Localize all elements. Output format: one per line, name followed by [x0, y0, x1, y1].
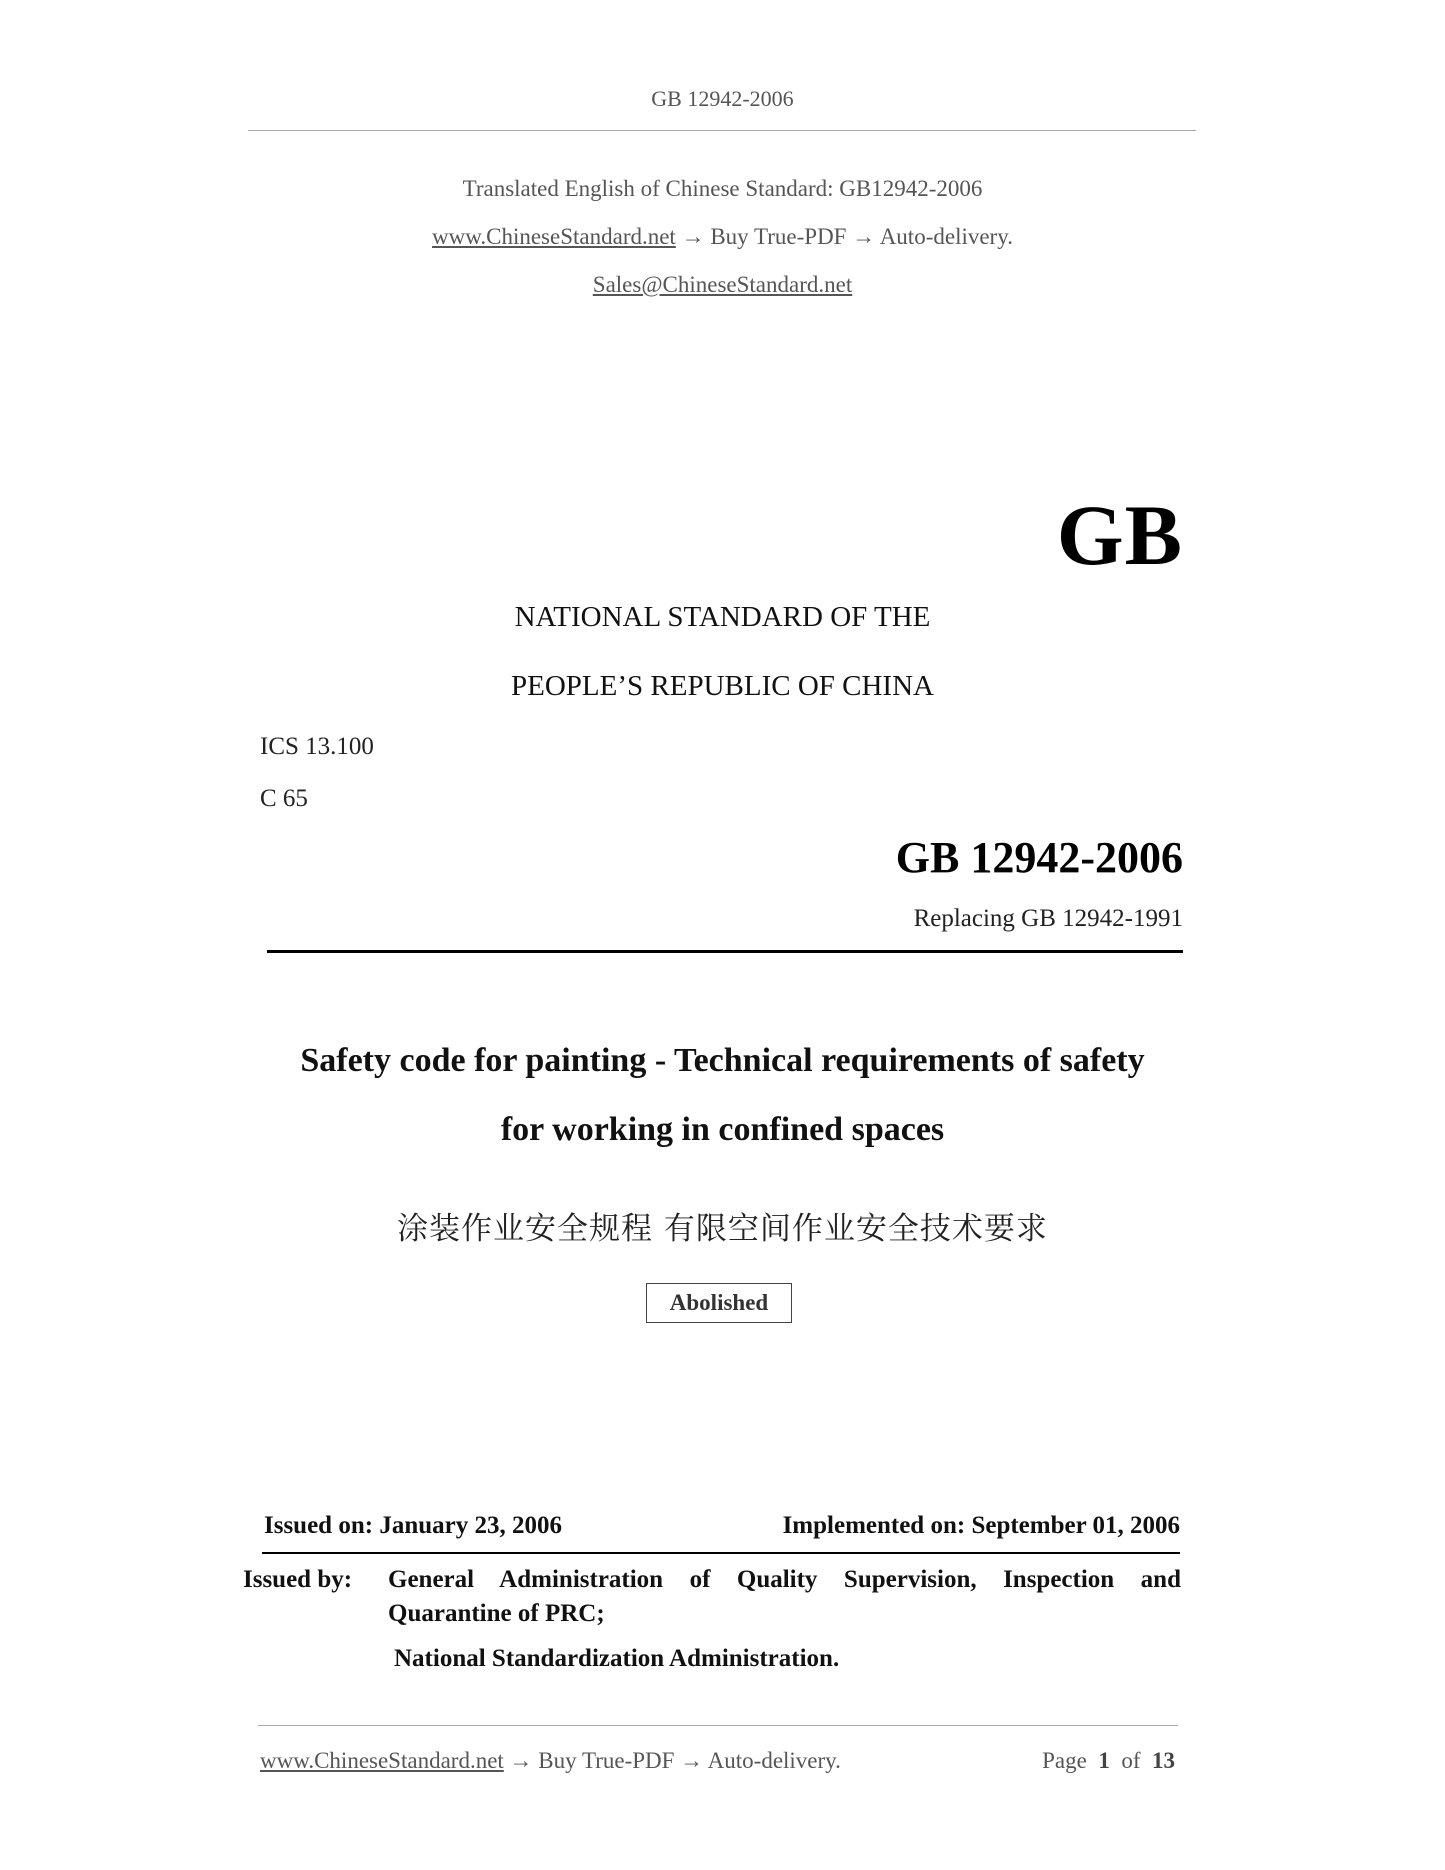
issued-by-line3: National Standardization Administration.: [394, 1645, 840, 1672]
issued-by-line1: General Administration of Quality Supervision, Inspection and: [388, 1566, 1181, 1593]
title-divider: [267, 950, 1183, 953]
dates-divider: [262, 1552, 1180, 1554]
site-link[interactable]: www.ChineseStandard.net: [432, 224, 676, 249]
standard-number: GB 12942-2006: [895, 833, 1183, 882]
footer-buy-text: → Buy True-PDF → Auto-delivery.: [503, 1748, 841, 1773]
title-chinese: 涂装作业安全规程 有限空间作业安全技术要求: [397, 1211, 1048, 1247]
status-badge: Abolished: [646, 1283, 792, 1323]
title-line2: for working in confined spaces: [500, 1111, 945, 1148]
issued-on: Issued on: January 23, 2006: [264, 1512, 562, 1539]
running-header: GB 12942-2006: [651, 86, 794, 111]
ics-code: ICS 13.100: [260, 733, 374, 760]
ccs-code: C 65: [260, 785, 308, 812]
email-link[interactable]: Sales@ChineseStandard.net: [592, 272, 853, 297]
email-line: [0, 272, 1445, 298]
issued-by-label: Issued by:: [243, 1566, 353, 1593]
page-label: Page: [1042, 1748, 1087, 1773]
buy-text: → Buy True-PDF → Auto-delivery.: [675, 224, 1013, 249]
page-current: 1: [1098, 1748, 1110, 1773]
issued-by-line2: Quarantine of PRC;: [388, 1600, 605, 1627]
page-indicator: [1042, 1748, 1175, 1774]
footer-divider: [258, 1725, 1178, 1726]
header-divider: [248, 130, 1196, 131]
footer-site-link[interactable]: www.ChineseStandard.net: [260, 1748, 504, 1773]
national-standard-line2: PEOPLE’S REPUBLIC OF CHINA: [511, 670, 934, 702]
gb-mark: GB: [1056, 487, 1183, 583]
translation-notice: Translated English of Chinese Standard: GB12942-2006: [462, 176, 983, 201]
title-line1: Safety code for painting - Technical requirements of safety: [300, 1042, 1145, 1079]
page-of: of: [1121, 1748, 1141, 1773]
page-total: 13: [1152, 1748, 1175, 1773]
footer-buy-line: [260, 1748, 841, 1774]
implemented-on: Implemented on: September 01, 2006: [782, 1512, 1180, 1539]
national-standard-line1: NATIONAL STANDARD OF THE: [514, 601, 931, 633]
replacing-note: Replacing GB 12942-1991: [913, 905, 1183, 932]
buy-line: [0, 224, 1445, 250]
